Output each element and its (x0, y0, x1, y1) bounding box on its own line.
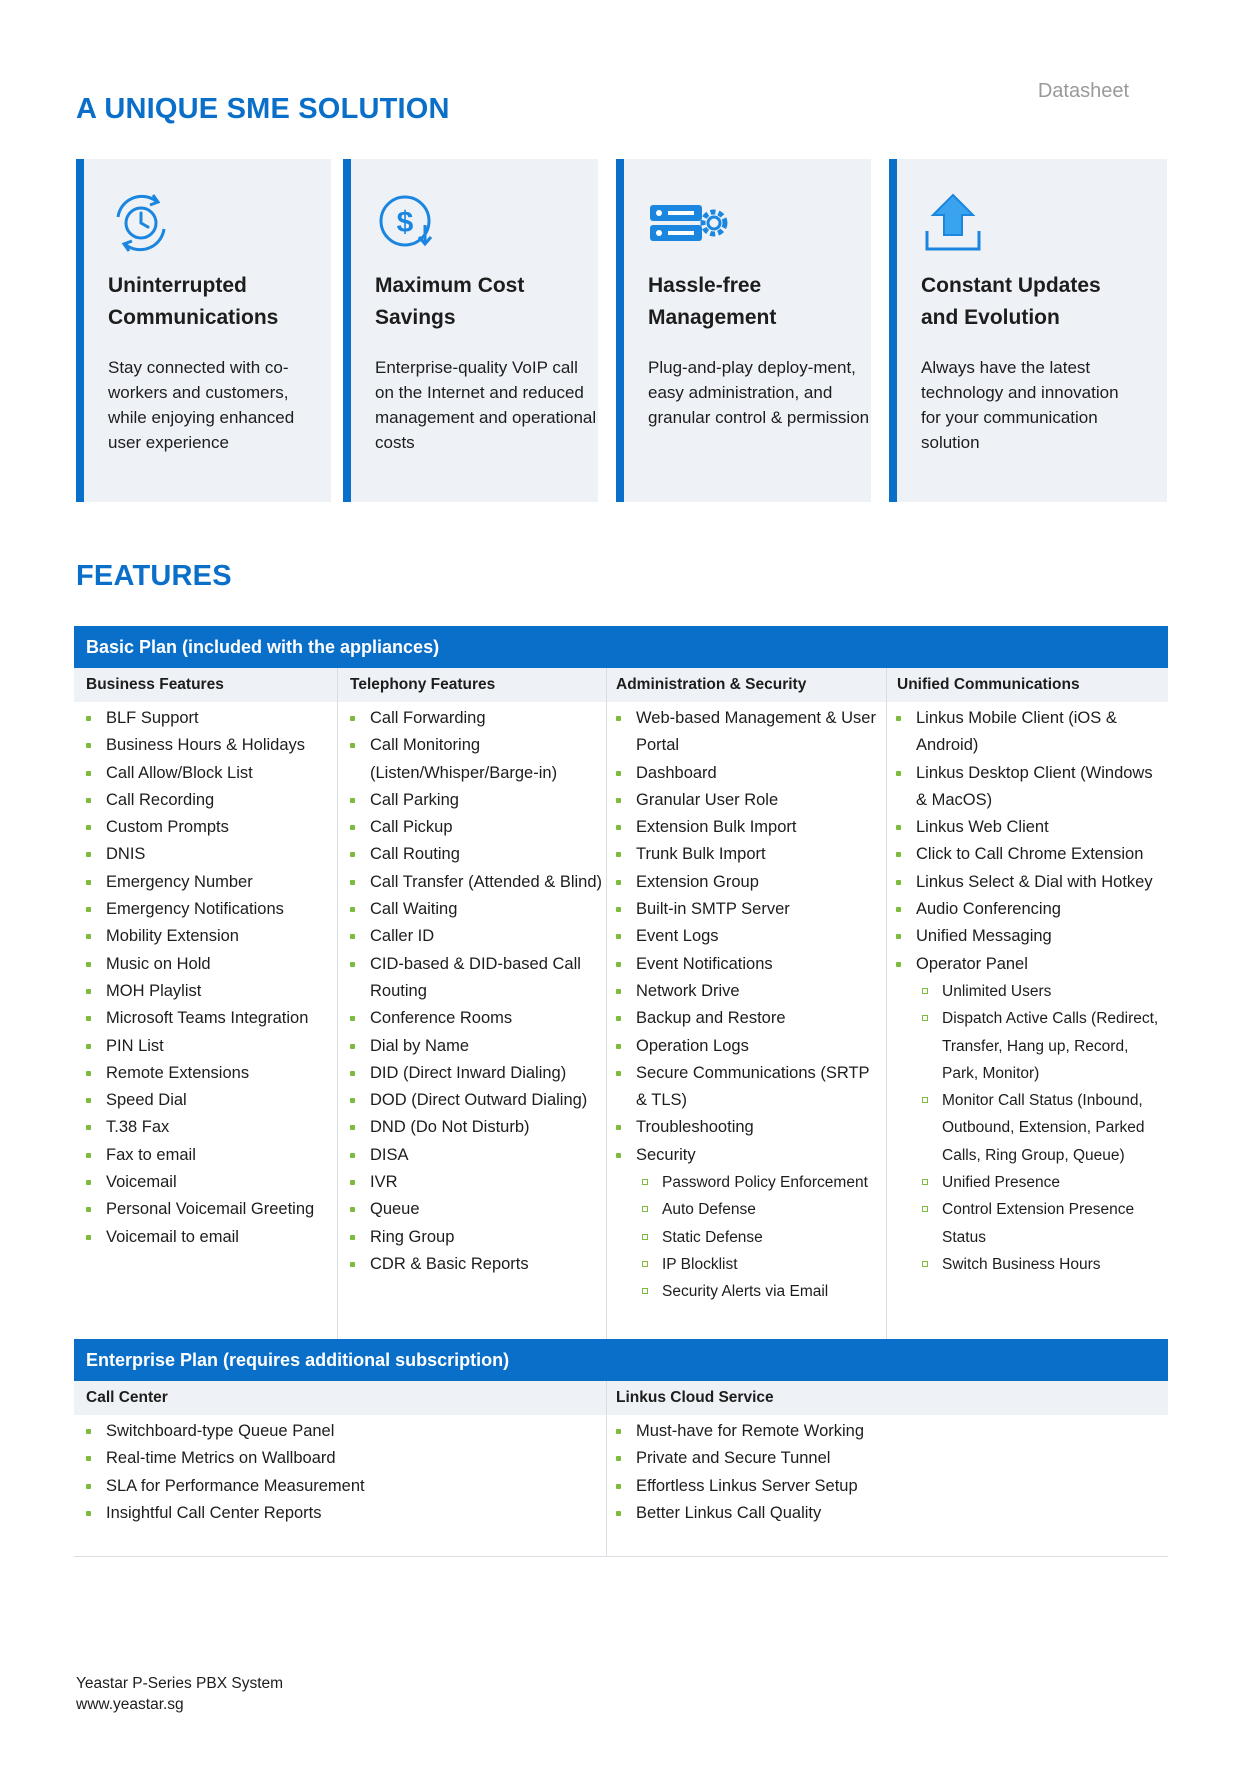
feature-item: DND (Do Not Disturb) (348, 1114, 604, 1141)
col-heading-telephony: Telephony Features (350, 676, 496, 693)
feature-item: Call Routing (348, 841, 604, 868)
feature-item: Emergency Number (84, 869, 334, 896)
datasheet-label: Datasheet (1037, 80, 1129, 102)
card-title: Maximum Cost Savings (375, 274, 525, 329)
administration-features-list (614, 705, 884, 1306)
feature-item: Extension Group (614, 869, 884, 896)
feature-item: BLF Support (84, 705, 334, 732)
feature-item: Secure Communications (SRTP & TLS) (614, 1060, 884, 1115)
feature-item: Linkus Web Client (894, 814, 1164, 841)
col-heading-administration: Administration & Security (616, 676, 807, 693)
card-text: Enterprise-quality VoIP call on the Internet and reduced management and operational costs (375, 358, 597, 452)
feature-item: Private and Secure Tunnel (614, 1445, 1114, 1472)
feature-item: Insightful Call Center Reports (84, 1500, 584, 1527)
feature-item: Troubleshooting (614, 1114, 884, 1141)
feature-item: Conference Rooms (348, 1005, 604, 1032)
card-title: Hassle-free Management (648, 274, 777, 329)
feature-item: Linkus Desktop Client (Windows & MacOS) (894, 760, 1164, 815)
feature-item: Call Pickup (348, 814, 604, 841)
feature-item: Extension Bulk Import (614, 814, 884, 841)
dollar-savings-icon (375, 191, 445, 255)
feature-item: SLA for Performance Measurement (84, 1473, 584, 1500)
basic-plan-header-row (74, 668, 1168, 702)
server-gear-icon (648, 191, 732, 255)
col-heading-business: Business Features (86, 676, 224, 693)
feature-item: Event Logs (614, 923, 884, 950)
sub-feature-item: Password Policy Enforcement (614, 1169, 884, 1196)
footer-product-name: Yeastar P-Series PBX System (76, 1675, 284, 1692)
card-text: Plug-and-play deploy-ment, easy administration, and granular control & permission (648, 358, 870, 427)
feature-item: Call Parking (348, 787, 604, 814)
section-title-features: FEATURES (76, 560, 232, 592)
feature-item: Call Transfer (Attended & Blind) (348, 869, 604, 896)
feature-item: Trunk Bulk Import (614, 841, 884, 868)
feature-item: Real-time Metrics on Wallboard (84, 1445, 584, 1472)
sub-feature-item: Switch Business Hours (894, 1251, 1164, 1278)
feature-item: MOH Playlist (84, 978, 334, 1005)
divider (606, 1381, 607, 1556)
feature-item: Voicemail to email (84, 1224, 334, 1251)
linkus-cloud-list (614, 1418, 1114, 1527)
benefit-card-management (616, 159, 871, 502)
feature-item: Emergency Notifications (84, 896, 334, 923)
benefit-card-updates (889, 159, 1167, 502)
feature-item: CID-based & DID-based Call Routing (348, 951, 604, 1006)
feature-item: Linkus Select & Dial with Hotkey (894, 869, 1164, 896)
footer-website-link[interactable]: www.yeastar.sg (76, 1696, 184, 1713)
sub-feature-item: Monitor Call Status (Inbound, Outbound, Extension, Parked Calls, Ring Group, Queue) (894, 1087, 1164, 1169)
feature-item: Operation Logs (614, 1033, 884, 1060)
feature-item: Caller ID (348, 923, 604, 950)
feature-item: Speed Dial (84, 1087, 334, 1114)
feature-item: Effortless Linkus Server Setup (614, 1473, 1114, 1500)
sub-feature-item: Unlimited Users (894, 978, 1164, 1005)
feature-item: Fax to email (84, 1142, 334, 1169)
benefit-card-uninterrupted (76, 159, 331, 502)
table-bottom-rule (74, 1556, 1168, 1557)
feature-item: DOD (Direct Outward Dialing) (348, 1087, 604, 1114)
feature-item: CDR & Basic Reports (348, 1251, 604, 1278)
feature-item: Call Forwarding (348, 705, 604, 732)
feature-item: Call Monitoring (Listen/Whisper/Barge-in) (348, 732, 604, 787)
business-features-list (84, 705, 334, 1251)
feature-item: Operator Panel (894, 951, 1164, 978)
feature-item: Dashboard (614, 760, 884, 787)
feature-item: Linkus Mobile Client (iOS & Android) (894, 705, 1164, 760)
col-heading-linkus-cloud: Linkus Cloud Service (616, 1389, 774, 1406)
feature-item: Microsoft Teams Integration (84, 1005, 334, 1032)
enterprise-plan-header-row (74, 1381, 1168, 1415)
feature-item: Must-have for Remote Working (614, 1418, 1114, 1445)
feature-item: DISA (348, 1142, 604, 1169)
feature-item: Network Drive (614, 978, 884, 1005)
card-title: Uninterrupted Communications (108, 274, 279, 329)
sub-feature-item: Auto Defense (614, 1196, 884, 1223)
feature-item: Music on Hold (84, 951, 334, 978)
sub-feature-item: Control Extension Presence Status (894, 1196, 1164, 1251)
feature-item: Business Hours & Holidays (84, 732, 334, 759)
feature-item: Call Recording (84, 787, 334, 814)
feature-item: Custom Prompts (84, 814, 334, 841)
upload-arrow-icon (921, 191, 991, 255)
divider (606, 668, 607, 1339)
card-title: Constant Updates and Evolution (921, 274, 1101, 329)
feature-item: DID (Direct Inward Dialing) (348, 1060, 604, 1087)
feature-item: Backup and Restore (614, 1005, 884, 1032)
feature-item: Switchboard-type Queue Panel (84, 1418, 584, 1445)
feature-item: Unified Messaging (894, 923, 1164, 950)
feature-item: Granular User Role (614, 787, 884, 814)
section-title-sme-solution: A UNIQUE SME SOLUTION (76, 93, 450, 125)
feature-item: IVR (348, 1169, 604, 1196)
feature-item: Call Allow/Block List (84, 760, 334, 787)
sub-feature-item: Static Defense (614, 1224, 884, 1251)
call-center-list (84, 1418, 584, 1527)
footer (76, 1673, 283, 1715)
enterprise-plan-bar: Enterprise Plan (requires additional subscription) (74, 1339, 1168, 1381)
benefit-cards (76, 159, 1167, 502)
feature-item: DNIS (84, 841, 334, 868)
card-text: Stay connected with co-workers and customers, while enjoying enhanced user experience (108, 358, 295, 452)
divider (337, 668, 338, 1339)
sub-feature-item: IP Blocklist (614, 1251, 884, 1278)
feature-item: Security (614, 1142, 884, 1169)
svg-text:$: $ (396, 206, 414, 239)
feature-item: Queue (348, 1196, 604, 1223)
unified-comms-features-list (894, 705, 1164, 1278)
refresh-clock-icon (108, 191, 178, 255)
feature-item: Web-based Management & User Portal (614, 705, 884, 760)
basic-plan-bar: Basic Plan (included with the appliances) (74, 626, 1168, 668)
feature-item: T.38 Fax (84, 1114, 334, 1141)
feature-item: Personal Voicemail Greeting (84, 1196, 334, 1223)
card-text: Always have the latest technology and innovation for your communication solution (921, 358, 1119, 452)
feature-item: Event Notifications (614, 951, 884, 978)
divider (886, 668, 887, 1339)
col-heading-unified-comms: Unified Communications (897, 676, 1080, 693)
feature-item: PIN List (84, 1033, 334, 1060)
sub-feature-item: Dispatch Active Calls (Redirect, Transfer, Hang up, Record, Park, Monitor) (894, 1005, 1164, 1087)
feature-item: Audio Conferencing (894, 896, 1164, 923)
feature-item: Voicemail (84, 1169, 334, 1196)
feature-item: Dial by Name (348, 1033, 604, 1060)
feature-item: Built-in SMTP Server (614, 896, 884, 923)
sub-feature-item: Unified Presence (894, 1169, 1164, 1196)
telephony-features-list (348, 705, 604, 1278)
benefit-card-cost-savings (343, 159, 598, 502)
feature-item: Mobility Extension (84, 923, 334, 950)
feature-item: Remote Extensions (84, 1060, 334, 1087)
feature-item: Ring Group (348, 1224, 604, 1251)
feature-item: Call Waiting (348, 896, 604, 923)
feature-item: Click to Call Chrome Extension (894, 841, 1164, 868)
feature-item: Better Linkus Call Quality (614, 1500, 1114, 1527)
col-heading-call-center: Call Center (86, 1389, 168, 1406)
sub-feature-item: Security Alerts via Email (614, 1278, 884, 1305)
